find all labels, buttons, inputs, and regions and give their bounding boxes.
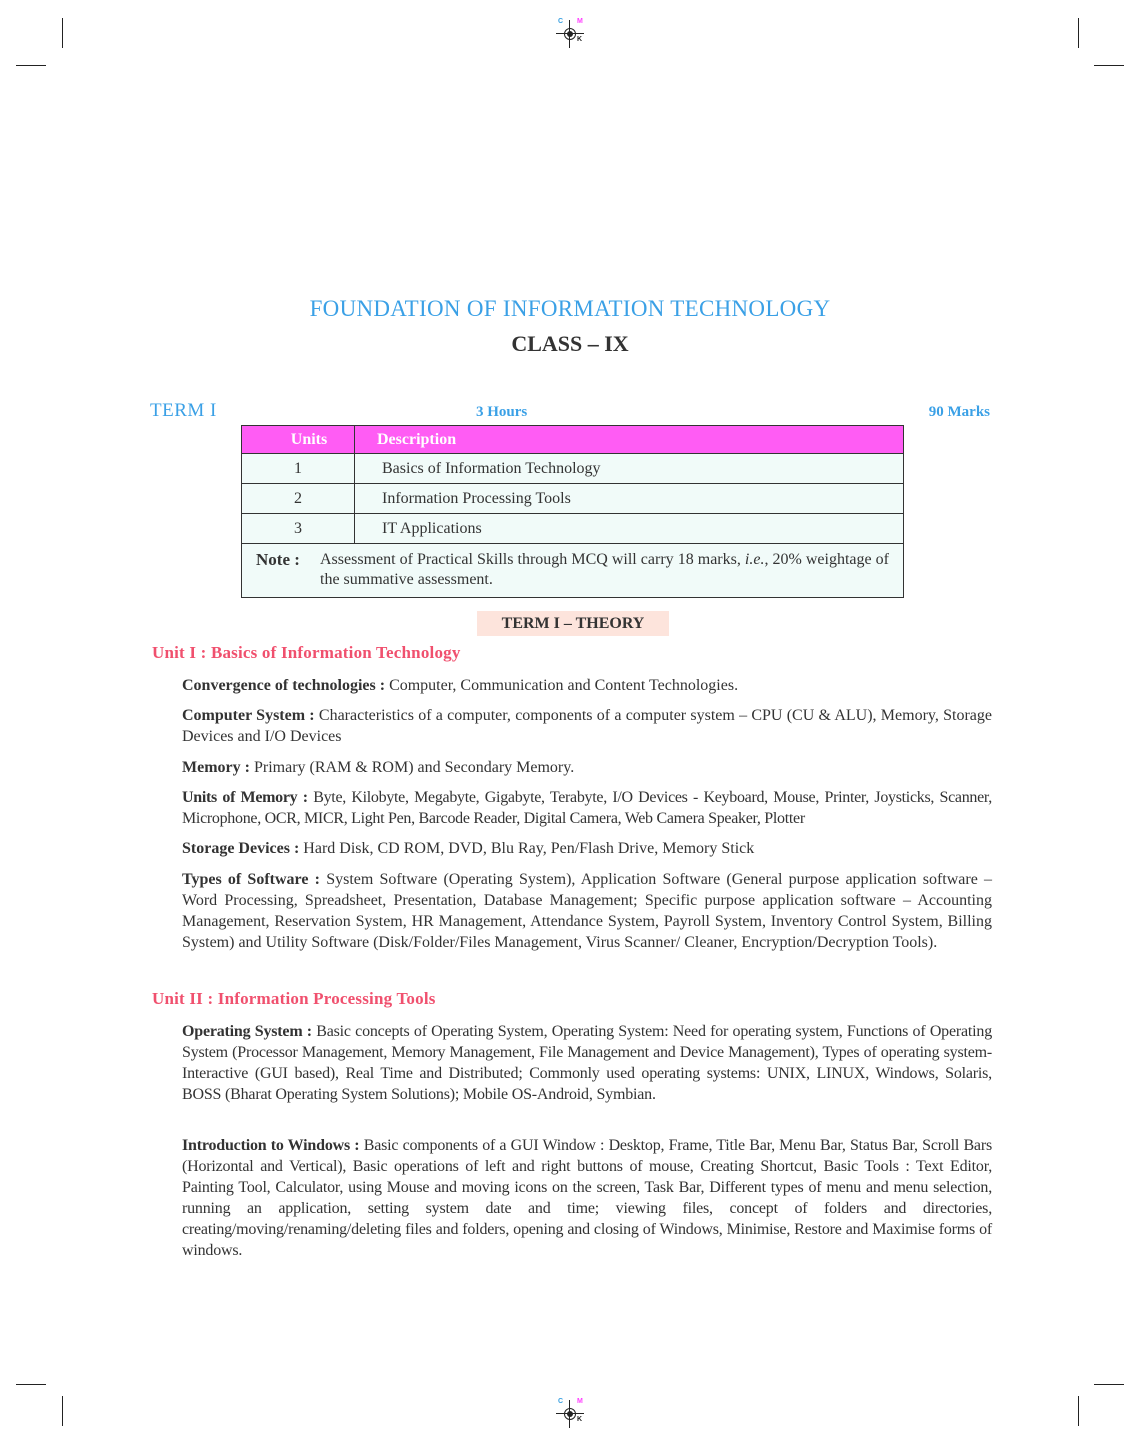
page-subtitle: CLASS – IX bbox=[511, 331, 629, 356]
column-header-units: Units bbox=[242, 426, 355, 454]
paragraph-introduction-to-windows bbox=[182, 1135, 992, 1261]
table-note-row bbox=[242, 544, 904, 598]
unit-1-heading: Unit I : Basics of Information Technology bbox=[152, 643, 461, 662]
table-row bbox=[242, 484, 904, 514]
note-text: Assessment of Practical Skills through MCQ will carry 18 marks, i.e., 20% weightage of the summative assessment. bbox=[320, 551, 890, 588]
hours-label: 3 Hours bbox=[476, 404, 528, 420]
paragraph-label: Memory : bbox=[182, 759, 250, 776]
paragraph-text: Primary (RAM & ROM) and Secondary Memory. bbox=[249, 759, 575, 776]
paragraph-label: Operating System : bbox=[182, 1023, 312, 1040]
paragraph-units-of-memory bbox=[182, 787, 992, 829]
theory-heading: TERM I – THEORY bbox=[477, 611, 669, 636]
paragraph-computer-system bbox=[182, 705, 992, 747]
crop-mark bbox=[16, 65, 46, 66]
paragraph-label: Storage Devices : bbox=[182, 840, 300, 857]
paragraph-text: Characteristics of a computer, components of a computer system – CPU (CU & ALU), Memory, Storage Devices and I/O Devices bbox=[182, 707, 992, 745]
paragraph-label: Types of Software : bbox=[182, 871, 320, 888]
unit-number: 2 bbox=[242, 484, 355, 514]
crop-mark bbox=[1094, 1384, 1124, 1385]
note-label: Note : bbox=[256, 550, 300, 569]
paragraph-text: Basic concepts of Operating System, Operating System: Need for operating system, Functions of Operating System (Processor Management, Memory Management, File Management and Device Management), Types of operating system- Interactive (GUI based), Real Time and Distributed; Commonly used operating systems: UNIX, LINUX, Windows, Solaris, BOSS (Bharat Operating System Solutions); Mobile OS-Android, Symbian. bbox=[182, 1023, 992, 1103]
table-row bbox=[242, 454, 904, 484]
note-cell bbox=[242, 544, 904, 598]
marks-label: 90 Marks bbox=[928, 404, 990, 420]
crop-mark bbox=[1078, 1396, 1079, 1426]
paragraph-label: Computer System : bbox=[182, 707, 315, 724]
paragraph-memory bbox=[182, 757, 992, 778]
paragraph-convergence bbox=[182, 675, 992, 696]
paragraph-text: Basic components of a GUI Window : Desktop, Frame, Title Bar, Menu Bar, Status Bar, Scroll Bars (Horizontal and Vertical), Basic operations of left and right buttons of mouse, Creating Shortcut, Basic Tools : Text Editor, Painting Tool, Calculator, using Mouse and moving icons on the screen, Task Bar, Different types of menu and menu selection, running an application, setting system date and time; viewing files, concept of folders and directories, creating/moving/renaming/deleting files and folders, opening and closing of Windows, Minimise, Restore and Maximise forms of windows. bbox=[182, 1137, 992, 1259]
units-table bbox=[241, 425, 904, 598]
paragraph-label: Units of Memory : bbox=[182, 789, 308, 806]
paragraph-storage-devices bbox=[182, 838, 992, 859]
crop-mark bbox=[1078, 18, 1079, 48]
paragraph-text: System Software (Operating System), Application Software (General purpose application software – Word Processing, Spreadsheet, Presentation, Database Management; Specific purpose application software – Accounting Management, Reservation System, HR Management, Attendance System, Payroll System, Inventory Control System, Billing System) and Utility Software (Disk/Folder/Files Management, Virus Scanner/ Cleaner, Encryption/Decryption Tools). bbox=[182, 871, 993, 951]
paragraph-types-of-software bbox=[182, 869, 992, 953]
unit-description: Basics of Information Technology bbox=[355, 454, 904, 484]
unit-number: 1 bbox=[242, 454, 355, 484]
crop-mark bbox=[1094, 65, 1124, 66]
paragraph-operating-system bbox=[182, 1021, 992, 1105]
registration-mark-icon: C M K bbox=[556, 20, 586, 50]
paragraph-text: Byte, Kilobyte, Megabyte, Gigabyte, Terabyte, I/O Devices - Keyboard, Mouse, Printer, Joysticks, Scanner, Microphone, OCR, MICR, Light Pen, Barcode Reader, Digital Camera, Web Camera Speaker, Plotter bbox=[182, 789, 992, 827]
table-header-row bbox=[242, 426, 904, 454]
paragraph-text: Hard Disk, CD ROM, DVD, Blu Ray, Pen/Flash Drive, Memory Stick bbox=[299, 840, 755, 857]
paragraph-label: Convergence of technologies : bbox=[182, 677, 386, 694]
unit-description: Information Processing Tools bbox=[355, 484, 904, 514]
paragraph-text: Computer, Communication and Content Technologies. bbox=[385, 677, 739, 694]
table-row bbox=[242, 514, 904, 544]
unit-2-heading: Unit II : Information Processing Tools bbox=[152, 989, 436, 1008]
unit-number: 3 bbox=[242, 514, 355, 544]
crop-mark bbox=[62, 1396, 63, 1426]
page-title: FOUNDATION OF INFORMATION TECHNOLOGY bbox=[309, 296, 831, 321]
crop-mark bbox=[16, 1384, 46, 1385]
paragraph-label: Introduction to Windows : bbox=[182, 1137, 360, 1154]
term-label: TERM I bbox=[150, 400, 217, 421]
column-header-description: Description bbox=[355, 426, 904, 454]
crop-mark bbox=[62, 18, 63, 48]
registration-mark-icon: C M K bbox=[556, 1400, 586, 1430]
unit-description: IT Applications bbox=[355, 514, 904, 544]
